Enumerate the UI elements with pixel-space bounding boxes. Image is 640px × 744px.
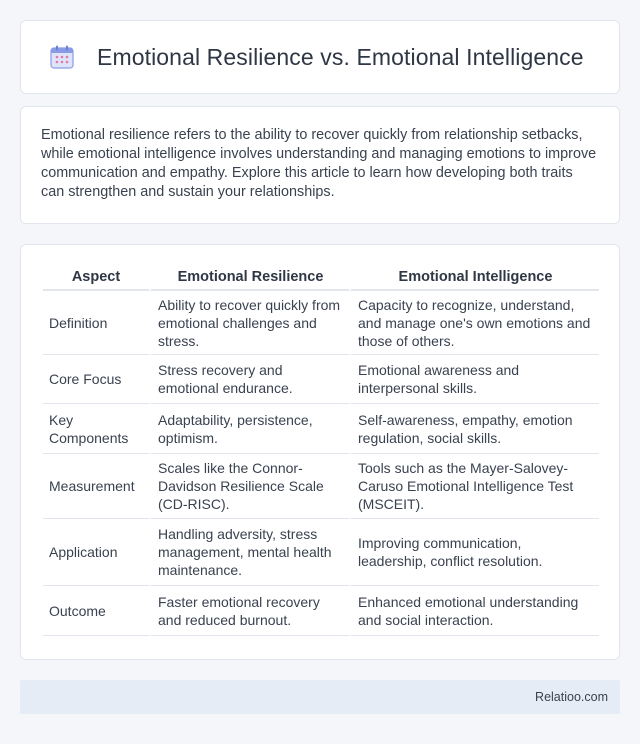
row-intelligence: Capacity to recognize, understand, and manage one's own emotions and those of others. — [349, 291, 599, 355]
footer — [20, 680, 620, 714]
row-aspect: Core Focus — [43, 355, 149, 404]
table-row — [43, 404, 599, 454]
calendar-icon — [47, 42, 77, 72]
row-aspect: Definition — [43, 291, 149, 355]
row-aspect: Measurement — [43, 454, 149, 519]
table-row — [43, 519, 599, 586]
table-row — [43, 586, 599, 636]
page-title: Emotional Resilience vs. Emotional Intelligence — [97, 43, 584, 70]
table-header-row — [43, 265, 599, 291]
header-card — [20, 20, 620, 94]
intro-text: Emotional resilience refers to the ability to recover quickly from relationship setbacks, while emotional intelligence involves understanding and managing emotions to improve communication and empathy. Explore this article to learn how developing both traits can strengthen and sustain your relationships. — [41, 127, 597, 200]
table-row — [43, 291, 599, 355]
table-row — [43, 355, 599, 404]
header-aspect: Aspect — [43, 265, 149, 291]
comparison-table — [43, 265, 599, 636]
header-intelligence: Emotional Intelligence — [349, 265, 599, 291]
row-aspect: Key Components — [43, 404, 149, 454]
row-aspect: Outcome — [43, 586, 149, 636]
row-aspect: Application — [43, 519, 149, 586]
intro-card — [20, 106, 620, 224]
row-intelligence: Enhanced emotional understanding and social interaction. — [349, 586, 599, 636]
row-intelligence: Improving communication, leadership, conflict resolution. — [349, 519, 599, 586]
row-resilience: Faster emotional recovery and reduced burnout. — [149, 586, 349, 636]
row-resilience: Handling adversity, stress management, mental health maintenance. — [149, 519, 349, 586]
row-resilience: Stress recovery and emotional endurance. — [149, 355, 349, 404]
footer-brand[interactable]: Relatioo.com — [535, 690, 608, 704]
comparison-table-card — [20, 244, 620, 660]
row-resilience: Scales like the Connor-Davidson Resilience Scale (CD-RISC). — [149, 454, 349, 519]
row-intelligence: Emotional awareness and interpersonal skills. — [349, 355, 599, 404]
header-resilience: Emotional Resilience — [149, 265, 349, 291]
row-intelligence: Self-awareness, empathy, emotion regulation, social skills. — [349, 404, 599, 454]
row-resilience: Adaptability, persistence, optimism. — [149, 404, 349, 454]
row-intelligence: Tools such as the Mayer-Salovey-Caruso Emotional Intelligence Test (MSCEIT). — [349, 454, 599, 519]
row-resilience: Ability to recover quickly from emotional challenges and stress. — [149, 291, 349, 355]
table-row — [43, 454, 599, 519]
